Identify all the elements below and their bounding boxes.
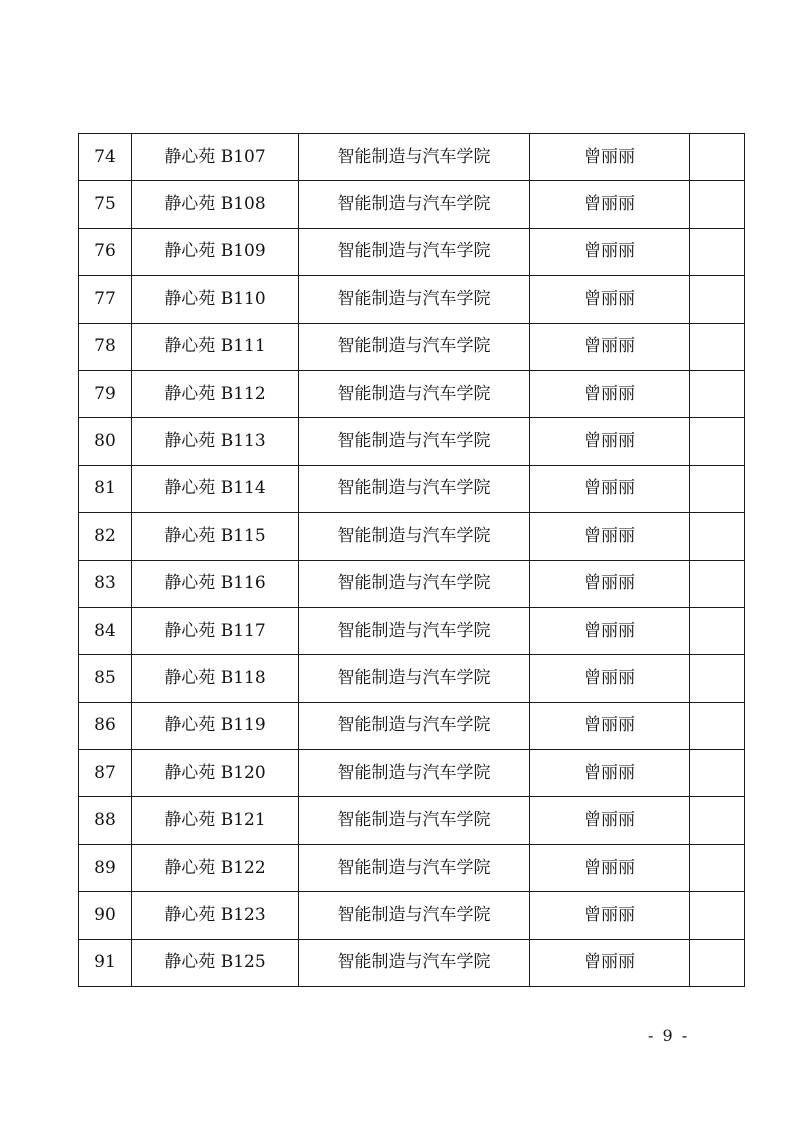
college-cell: 智能制造与汽车学院 [299, 797, 530, 844]
college-cell: 智能制造与汽车学院 [299, 418, 530, 465]
row-number-cell: 91 [79, 939, 132, 986]
room-cell: 静心苑 B114 [132, 465, 299, 512]
college-cell: 智能制造与汽车学院 [299, 465, 530, 512]
person-cell: 曾丽丽 [530, 702, 690, 749]
room-cell: 静心苑 B110 [132, 276, 299, 323]
row-number-cell: 88 [79, 797, 132, 844]
remark-cell [690, 892, 745, 939]
table-row [79, 276, 745, 323]
remark-cell [690, 797, 745, 844]
person-cell: 曾丽丽 [530, 797, 690, 844]
room-cell: 静心苑 B123 [132, 892, 299, 939]
room-cell: 静心苑 B116 [132, 560, 299, 607]
remark-cell [690, 560, 745, 607]
table-row [79, 465, 745, 512]
room-cell: 静心苑 B122 [132, 844, 299, 891]
college-cell: 智能制造与汽车学院 [299, 181, 530, 228]
table-row [79, 892, 745, 939]
college-cell: 智能制造与汽车学院 [299, 939, 530, 986]
person-cell: 曾丽丽 [530, 750, 690, 797]
remark-cell [690, 370, 745, 417]
table-body [79, 134, 745, 987]
person-cell: 曾丽丽 [530, 892, 690, 939]
person-cell: 曾丽丽 [530, 134, 690, 181]
row-number-cell: 80 [79, 418, 132, 465]
college-cell: 智能制造与汽车学院 [299, 750, 530, 797]
room-cell: 静心苑 B111 [132, 323, 299, 370]
remark-cell [690, 181, 745, 228]
table-row [79, 560, 745, 607]
row-number-cell: 89 [79, 844, 132, 891]
college-cell: 智能制造与汽车学院 [299, 134, 530, 181]
row-number-cell: 86 [79, 702, 132, 749]
table-row [79, 418, 745, 465]
person-cell: 曾丽丽 [530, 465, 690, 512]
room-cell: 静心苑 B117 [132, 607, 299, 654]
college-cell: 智能制造与汽车学院 [299, 892, 530, 939]
row-number-cell: 79 [79, 370, 132, 417]
person-cell: 曾丽丽 [530, 276, 690, 323]
remark-cell [690, 276, 745, 323]
room-cell: 静心苑 B113 [132, 418, 299, 465]
remark-cell [690, 513, 745, 560]
room-cell: 静心苑 B121 [132, 797, 299, 844]
remark-cell [690, 655, 745, 702]
row-number-cell: 74 [79, 134, 132, 181]
person-cell: 曾丽丽 [530, 939, 690, 986]
remark-cell [690, 939, 745, 986]
remark-cell [690, 750, 745, 797]
remark-cell [690, 702, 745, 749]
row-number-cell: 83 [79, 560, 132, 607]
row-number-cell: 87 [79, 750, 132, 797]
table-row [79, 181, 745, 228]
row-number-cell: 85 [79, 655, 132, 702]
person-cell: 曾丽丽 [530, 181, 690, 228]
college-cell: 智能制造与汽车学院 [299, 607, 530, 654]
room-cell: 静心苑 B119 [132, 702, 299, 749]
college-cell: 智能制造与汽车学院 [299, 844, 530, 891]
table-row [79, 797, 745, 844]
college-cell: 智能制造与汽车学院 [299, 560, 530, 607]
room-cell: 静心苑 B118 [132, 655, 299, 702]
person-cell: 曾丽丽 [530, 560, 690, 607]
table-row [79, 134, 745, 181]
table-row [79, 702, 745, 749]
table-row [79, 607, 745, 654]
college-cell: 智能制造与汽车学院 [299, 228, 530, 275]
table-row [79, 370, 745, 417]
remark-cell [690, 418, 745, 465]
dormitory-table [78, 133, 745, 987]
table-row [79, 750, 745, 797]
college-cell: 智能制造与汽车学院 [299, 323, 530, 370]
page-number: - 9 - [648, 1026, 690, 1045]
remark-cell [690, 607, 745, 654]
row-number-cell: 90 [79, 892, 132, 939]
person-cell: 曾丽丽 [530, 607, 690, 654]
table-row [79, 939, 745, 986]
person-cell: 曾丽丽 [530, 655, 690, 702]
row-number-cell: 76 [79, 228, 132, 275]
table-row [79, 228, 745, 275]
row-number-cell: 78 [79, 323, 132, 370]
row-number-cell: 81 [79, 465, 132, 512]
row-number-cell: 84 [79, 607, 132, 654]
college-cell: 智能制造与汽车学院 [299, 370, 530, 417]
person-cell: 曾丽丽 [530, 323, 690, 370]
table-row [79, 655, 745, 702]
remark-cell [690, 465, 745, 512]
college-cell: 智能制造与汽车学院 [299, 655, 530, 702]
person-cell: 曾丽丽 [530, 513, 690, 560]
person-cell: 曾丽丽 [530, 844, 690, 891]
college-cell: 智能制造与汽车学院 [299, 702, 530, 749]
remark-cell [690, 134, 745, 181]
room-cell: 静心苑 B115 [132, 513, 299, 560]
room-cell: 静心苑 B108 [132, 181, 299, 228]
college-cell: 智能制造与汽车学院 [299, 276, 530, 323]
room-cell: 静心苑 B107 [132, 134, 299, 181]
row-number-cell: 82 [79, 513, 132, 560]
remark-cell [690, 228, 745, 275]
person-cell: 曾丽丽 [530, 370, 690, 417]
remark-cell [690, 844, 745, 891]
table-row [79, 323, 745, 370]
row-number-cell: 75 [79, 181, 132, 228]
college-cell: 智能制造与汽车学院 [299, 513, 530, 560]
room-cell: 静心苑 B120 [132, 750, 299, 797]
room-cell: 静心苑 B112 [132, 370, 299, 417]
table-row [79, 844, 745, 891]
remark-cell [690, 323, 745, 370]
table-row [79, 513, 745, 560]
row-number-cell: 77 [79, 276, 132, 323]
person-cell: 曾丽丽 [530, 228, 690, 275]
room-cell: 静心苑 B109 [132, 228, 299, 275]
room-cell: 静心苑 B125 [132, 939, 299, 986]
person-cell: 曾丽丽 [530, 418, 690, 465]
